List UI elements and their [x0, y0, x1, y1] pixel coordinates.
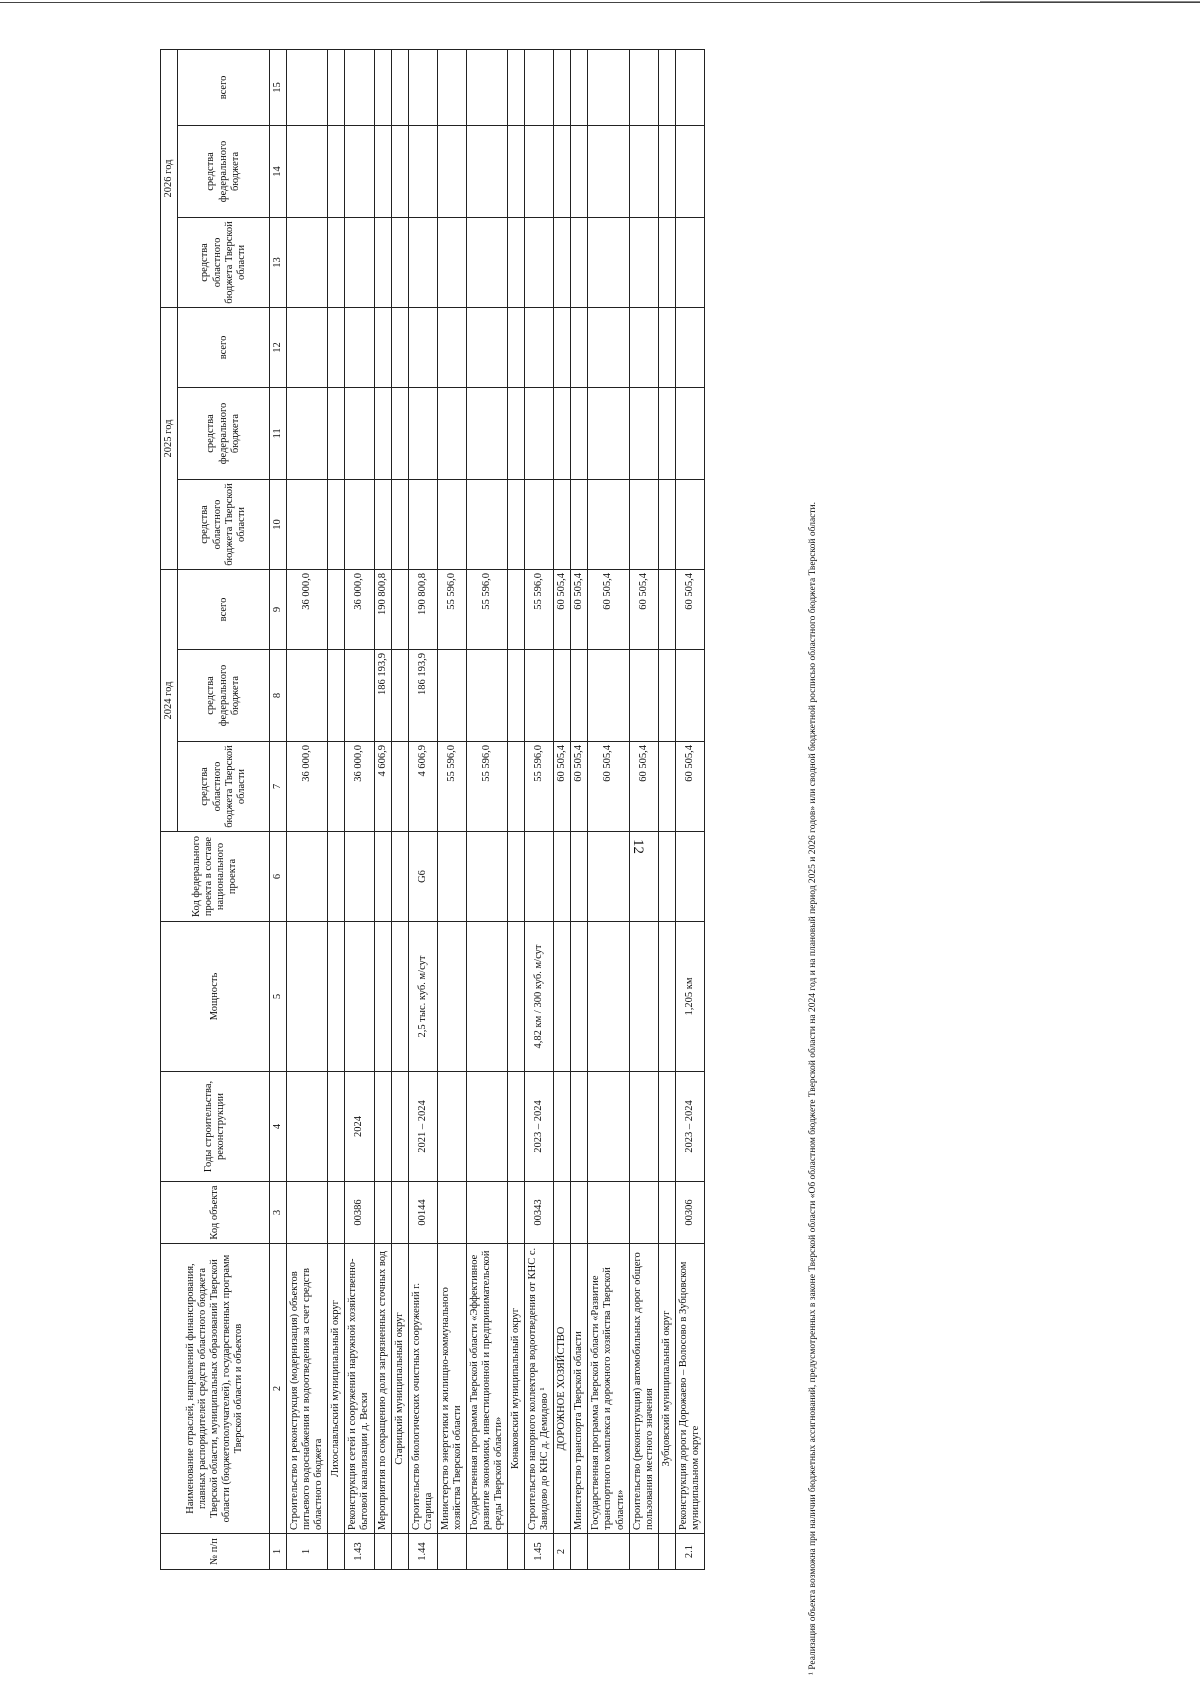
- empty-cell: [658, 49, 675, 125]
- empty-cell: [675, 387, 704, 479]
- table-row: [675, 49, 704, 1569]
- empty-cell: [658, 217, 675, 307]
- regional-2024: [658, 742, 675, 832]
- row-number: [466, 1534, 507, 1570]
- empty-cell: [374, 479, 391, 569]
- header-number: № п/п: [161, 1534, 270, 1570]
- empty-cell: [658, 125, 675, 217]
- table-row: [466, 49, 507, 1569]
- total-2024: [391, 569, 408, 649]
- row-number: 1.44: [408, 1534, 437, 1570]
- federal-project-code: [508, 832, 525, 922]
- empty-cell: [588, 479, 629, 569]
- empty-cell: [554, 49, 571, 125]
- header-federal-project: Код федерального проекта в составе национального проекта: [161, 832, 270, 922]
- federal-2024: [571, 650, 588, 742]
- empty-cell: [437, 479, 466, 569]
- construction-years: [508, 1072, 525, 1182]
- empty-cell: [328, 387, 345, 479]
- row-name: ДОРОЖНОЕ ХОЗЯЙСТВО: [554, 1244, 571, 1534]
- table-row: [374, 49, 391, 1569]
- object-code: [629, 1182, 658, 1244]
- empty-cell: [391, 125, 408, 217]
- header-federal-2025: средства федерального бюджета: [178, 387, 270, 479]
- federal-2024: [345, 650, 374, 742]
- empty-cell: [629, 387, 658, 479]
- object-code: 00306: [675, 1182, 704, 1244]
- empty-cell: [374, 307, 391, 387]
- total-2024: 55 596,0: [525, 569, 554, 649]
- empty-cell: [437, 307, 466, 387]
- empty-cell: [571, 217, 588, 307]
- regional-2024: 60 505,4: [629, 742, 658, 832]
- column-number: 1: [270, 1534, 287, 1570]
- header-federal-2026: средства федерального бюджета: [178, 125, 270, 217]
- header-name: Наименование отраслей, направлений финансирования, главных распорядителей средств областного бюджета Тверской области, муниципальных образований Тверской области (бюджетополучателей), государственных программ Тверской области и объектов: [161, 1244, 270, 1534]
- regional-2024: 55 596,0: [525, 742, 554, 832]
- column-number: 5: [270, 922, 287, 1072]
- empty-cell: [466, 49, 507, 125]
- construction-years: [571, 1072, 588, 1182]
- empty-cell: [554, 125, 571, 217]
- empty-cell: [374, 387, 391, 479]
- federal-project-code: [437, 832, 466, 922]
- row-number: [571, 1534, 588, 1570]
- table-body: [287, 49, 705, 1569]
- column-number: 14: [270, 125, 287, 217]
- federal-2024: [525, 650, 554, 742]
- row-name: Мероприятия по сокращению доли загрязненных сточных вод: [374, 1244, 391, 1534]
- empty-cell: [508, 387, 525, 479]
- federal-2024: [466, 650, 507, 742]
- total-2024: 60 505,4: [629, 569, 658, 649]
- empty-cell: [345, 125, 374, 217]
- row-number: [658, 1534, 675, 1570]
- empty-cell: [571, 125, 588, 217]
- row-number: [437, 1534, 466, 1570]
- column-number: 15: [270, 49, 287, 125]
- object-code: 00343: [525, 1182, 554, 1244]
- header-federal-2024: средства федерального бюджета: [178, 650, 270, 742]
- regional-2024: [391, 742, 408, 832]
- capacity: 1,205 км: [675, 922, 704, 1072]
- empty-cell: [328, 307, 345, 387]
- empty-cell: [466, 125, 507, 217]
- total-2024: [328, 569, 345, 649]
- total-2024: 60 505,4: [675, 569, 704, 649]
- construction-years: [466, 1072, 507, 1182]
- object-code: [554, 1182, 571, 1244]
- object-code: [658, 1182, 675, 1244]
- header-years: Годы строительства, реконструкции: [161, 1072, 270, 1182]
- empty-cell: [588, 307, 629, 387]
- header-regional-2026: средства областного бюджета Тверской области: [178, 217, 270, 307]
- empty-cell: [525, 479, 554, 569]
- column-number: 12: [270, 307, 287, 387]
- empty-cell: [525, 217, 554, 307]
- empty-cell: [345, 217, 374, 307]
- empty-cell: [588, 217, 629, 307]
- construction-years: [437, 1072, 466, 1182]
- total-2024: 36 000,0: [287, 569, 328, 649]
- empty-cell: [554, 307, 571, 387]
- empty-cell: [391, 49, 408, 125]
- header-regional-2025: средства областного бюджета Тверской области: [178, 479, 270, 569]
- construction-years: [287, 1072, 328, 1182]
- row-number: 2: [554, 1534, 571, 1570]
- empty-cell: [328, 49, 345, 125]
- regional-2024: 36 000,0: [345, 742, 374, 832]
- empty-cell: [571, 479, 588, 569]
- empty-cell: [588, 125, 629, 217]
- header-total-2026: всего: [178, 49, 270, 125]
- empty-cell: [437, 387, 466, 479]
- header-total-2024: всего: [178, 569, 270, 649]
- empty-cell: [675, 307, 704, 387]
- empty-cell: [658, 387, 675, 479]
- object-code: [287, 1182, 328, 1244]
- capacity: [588, 922, 629, 1072]
- regional-2024: 60 505,4: [571, 742, 588, 832]
- empty-cell: [391, 217, 408, 307]
- object-code: [437, 1182, 466, 1244]
- capacity: [391, 922, 408, 1072]
- empty-cell: [408, 217, 437, 307]
- row-name: Реконструкция сетей и сооружений наружной хозяйственно-бытовой канализации д. Вески: [345, 1244, 374, 1534]
- object-code: [571, 1182, 588, 1244]
- federal-2024: [588, 650, 629, 742]
- empty-cell: [408, 479, 437, 569]
- rotated-table-container: [160, 50, 825, 1570]
- object-code: [374, 1182, 391, 1244]
- empty-cell: [466, 217, 507, 307]
- empty-cell: [675, 479, 704, 569]
- header-year-2024: 2024 год: [161, 569, 178, 831]
- column-number: 9: [270, 569, 287, 649]
- empty-cell: [675, 49, 704, 125]
- empty-cell: [466, 479, 507, 569]
- construction-years: [374, 1072, 391, 1182]
- row-name: Лихославльский муниципальный округ: [328, 1244, 345, 1534]
- federal-project-code: [287, 832, 328, 922]
- object-code: 00386: [345, 1182, 374, 1244]
- empty-cell: [391, 387, 408, 479]
- empty-cell: [345, 49, 374, 125]
- regional-2024: 36 000,0: [287, 742, 328, 832]
- empty-cell: [629, 307, 658, 387]
- federal-2024: [287, 650, 328, 742]
- regional-2024: 55 596,0: [466, 742, 507, 832]
- budget-table: [160, 49, 705, 1570]
- construction-years: [658, 1072, 675, 1182]
- empty-cell: [508, 479, 525, 569]
- table-row: [629, 49, 658, 1569]
- construction-years: [588, 1072, 629, 1182]
- construction-years: 2024: [345, 1072, 374, 1182]
- empty-cell: [508, 125, 525, 217]
- total-2024: 190 800,8: [408, 569, 437, 649]
- scan-edge-line: [980, 1, 1200, 2]
- capacity: 2,5 тыс. куб. м/сут: [408, 922, 437, 1072]
- federal-project-code: [328, 832, 345, 922]
- federal-project-code: [554, 832, 571, 922]
- empty-cell: [525, 307, 554, 387]
- table-row: [588, 49, 629, 1569]
- row-number: [374, 1534, 391, 1570]
- row-name: Строительство и реконструкция (модернизация) объектов питьевого водоснабжения и водоотведения за счет средств областного бюджета: [287, 1244, 328, 1534]
- table-row: [525, 49, 554, 1569]
- scan-edge-line: [0, 2, 1200, 3]
- total-2024: [508, 569, 525, 649]
- regional-2024: 60 505,4: [588, 742, 629, 832]
- page-number: 12: [630, 839, 646, 854]
- empty-cell: [658, 307, 675, 387]
- row-name: Строительство (реконструкция) автомобильных дорог общего пользования местного значения: [629, 1244, 658, 1534]
- regional-2024: 4 606,9: [374, 742, 391, 832]
- empty-cell: [508, 217, 525, 307]
- total-2024: 60 505,4: [588, 569, 629, 649]
- regional-2024: 4 606,9: [408, 742, 437, 832]
- total-2024: [658, 569, 675, 649]
- empty-cell: [345, 479, 374, 569]
- capacity: [658, 922, 675, 1072]
- empty-cell: [287, 217, 328, 307]
- row-number: [508, 1534, 525, 1570]
- column-number: 10: [270, 479, 287, 569]
- table-row: [571, 49, 588, 1569]
- federal-project-code: [675, 832, 704, 922]
- empty-cell: [629, 479, 658, 569]
- empty-cell: [374, 49, 391, 125]
- empty-cell: [675, 125, 704, 217]
- header-year-2026: 2026 год: [161, 49, 178, 307]
- table-row: [408, 49, 437, 1569]
- capacity: [287, 922, 328, 1072]
- object-code: [328, 1182, 345, 1244]
- federal-project-code: [374, 832, 391, 922]
- column-number: 2: [270, 1244, 287, 1534]
- construction-years: 2021 – 2024: [408, 1072, 437, 1182]
- total-2024: 55 596,0: [437, 569, 466, 649]
- empty-cell: [525, 125, 554, 217]
- header-power: Мощность: [161, 922, 270, 1072]
- total-2024: 190 800,8: [374, 569, 391, 649]
- column-number: 11: [270, 387, 287, 479]
- empty-cell: [629, 125, 658, 217]
- empty-cell: [287, 387, 328, 479]
- column-number-row: [270, 49, 287, 1569]
- empty-cell: [408, 125, 437, 217]
- table-row: [287, 49, 328, 1569]
- header-regional-2024: средства областного бюджета Тверской области: [178, 742, 270, 832]
- row-name: Министерство энергетики и жилищно-коммунального хозяйства Тверской области: [437, 1244, 466, 1534]
- column-number: 7: [270, 742, 287, 832]
- empty-cell: [328, 217, 345, 307]
- federal-project-code: [525, 832, 554, 922]
- federal-2024: [328, 650, 345, 742]
- empty-cell: [374, 217, 391, 307]
- table-row: [328, 49, 345, 1569]
- empty-cell: [287, 125, 328, 217]
- row-name: Министерство транспорта Тверской области: [571, 1244, 588, 1534]
- empty-cell: [437, 125, 466, 217]
- row-name: Государственная программа Тверской области «Развитие транспортного комплекса и дорожного хозяйства Тверской области»: [588, 1244, 629, 1534]
- empty-cell: [287, 49, 328, 125]
- empty-cell: [437, 49, 466, 125]
- empty-cell: [571, 387, 588, 479]
- row-number: [629, 1534, 658, 1570]
- empty-cell: [437, 217, 466, 307]
- row-number: 1.45: [525, 1534, 554, 1570]
- federal-project-code: G6: [408, 832, 437, 922]
- row-name: Старицкий муниципальный округ: [391, 1244, 408, 1534]
- federal-2024: [675, 650, 704, 742]
- capacity: [345, 922, 374, 1072]
- row-name: Конаковский муниципальный округ: [508, 1244, 525, 1534]
- row-number: 2.1: [675, 1534, 704, 1570]
- row-name: Строительство биологических очистных сооружений г. Старица: [408, 1244, 437, 1534]
- total-2024: 36 000,0: [345, 569, 374, 649]
- table-row: [437, 49, 466, 1569]
- object-code: [391, 1182, 408, 1244]
- capacity: [571, 922, 588, 1072]
- federal-project-code: [391, 832, 408, 922]
- regional-2024: [328, 742, 345, 832]
- empty-cell: [408, 49, 437, 125]
- federal-project-code: [629, 832, 658, 922]
- empty-cell: [345, 307, 374, 387]
- object-code: 00144: [408, 1182, 437, 1244]
- empty-cell: [588, 387, 629, 479]
- construction-years: 2023 – 2024: [525, 1072, 554, 1182]
- empty-cell: [287, 479, 328, 569]
- empty-cell: [525, 49, 554, 125]
- empty-cell: [629, 217, 658, 307]
- total-2024: 60 505,4: [571, 569, 588, 649]
- capacity: [554, 922, 571, 1072]
- construction-years: [629, 1072, 658, 1182]
- empty-cell: [374, 125, 391, 217]
- empty-cell: [508, 49, 525, 125]
- empty-cell: [554, 217, 571, 307]
- empty-cell: [525, 387, 554, 479]
- federal-2024: [658, 650, 675, 742]
- federal-project-code: [466, 832, 507, 922]
- row-name: Реконструкция дороги Дорожаево – Волосово в Зубцовском муниципальном округе: [675, 1244, 704, 1534]
- capacity: [629, 922, 658, 1072]
- table-row: [391, 49, 408, 1569]
- construction-years: [391, 1072, 408, 1182]
- capacity: [374, 922, 391, 1072]
- empty-cell: [391, 307, 408, 387]
- total-2024: 55 596,0: [466, 569, 507, 649]
- row-name: Государственная программа Тверской области «Эффективное развитие экономики, инвестиционной и предпринимательской среды Тверской области»: [466, 1244, 507, 1534]
- column-number: 6: [270, 832, 287, 922]
- header-total-2025: всего: [178, 307, 270, 387]
- object-code: [508, 1182, 525, 1244]
- capacity: [437, 922, 466, 1072]
- column-number: 4: [270, 1072, 287, 1182]
- header-code: Код объекта: [161, 1182, 270, 1244]
- row-name: Зубцовский муниципальный округ: [658, 1244, 675, 1534]
- empty-cell: [571, 307, 588, 387]
- construction-years: [328, 1072, 345, 1182]
- column-number: 13: [270, 217, 287, 307]
- capacity: [508, 922, 525, 1072]
- federal-2024: [437, 650, 466, 742]
- capacity: [466, 922, 507, 1072]
- empty-cell: [658, 479, 675, 569]
- empty-cell: [466, 307, 507, 387]
- row-number: [391, 1534, 408, 1570]
- empty-cell: [629, 49, 658, 125]
- table-row: [554, 49, 571, 1569]
- object-code: [588, 1182, 629, 1244]
- object-code: [466, 1182, 507, 1244]
- regional-2024: 60 505,4: [554, 742, 571, 832]
- federal-2024: 186 193,9: [408, 650, 437, 742]
- column-number: 3: [270, 1182, 287, 1244]
- regional-2024: 60 505,4: [675, 742, 704, 832]
- federal-project-code: [588, 832, 629, 922]
- empty-cell: [466, 387, 507, 479]
- row-number: [328, 1534, 345, 1570]
- row-number: [588, 1534, 629, 1570]
- federal-2024: [391, 650, 408, 742]
- footnote: ¹ Реализация объекта возможна при наличии бюджетных ассигнований, предусмотренных в законе Тверской области «Об областном бюджете Тверской области на 2024 год и на плановый период 2025 и 2026 годов» или сводной бюджетной росписью областного бюджета Тверской области.: [808, 502, 818, 1675]
- empty-cell: [508, 307, 525, 387]
- federal-project-code: [345, 832, 374, 922]
- table-row: [345, 49, 374, 1569]
- construction-years: [554, 1072, 571, 1182]
- capacity: [328, 922, 345, 1072]
- row-number: 1: [287, 1534, 328, 1570]
- empty-cell: [554, 479, 571, 569]
- empty-cell: [391, 479, 408, 569]
- empty-cell: [408, 307, 437, 387]
- empty-cell: [588, 49, 629, 125]
- row-number: 1.43: [345, 1534, 374, 1570]
- federal-2024: 186 193,9: [374, 650, 391, 742]
- empty-cell: [328, 479, 345, 569]
- federal-2024: [554, 650, 571, 742]
- federal-2024: [508, 650, 525, 742]
- empty-cell: [571, 49, 588, 125]
- table-row: [508, 49, 525, 1569]
- regional-2024: 55 596,0: [437, 742, 466, 832]
- federal-project-code: [658, 832, 675, 922]
- row-name: Строительство напорного коллектора водоотведения от КНС с. Завидово до КНС д. Демидово ¹: [525, 1244, 554, 1534]
- total-2024: 60 505,4: [554, 569, 571, 649]
- federal-2024: [629, 650, 658, 742]
- empty-cell: [287, 307, 328, 387]
- table-row: [658, 49, 675, 1569]
- column-number: 8: [270, 650, 287, 742]
- header-year-2025: 2025 год: [161, 307, 178, 569]
- construction-years: 2023 – 2024: [675, 1072, 704, 1182]
- capacity: 4,82 км / 300 куб. м/сут: [525, 922, 554, 1072]
- empty-cell: [408, 387, 437, 479]
- federal-project-code: [571, 832, 588, 922]
- empty-cell: [554, 387, 571, 479]
- empty-cell: [328, 125, 345, 217]
- empty-cell: [675, 217, 704, 307]
- empty-cell: [345, 387, 374, 479]
- regional-2024: [508, 742, 525, 832]
